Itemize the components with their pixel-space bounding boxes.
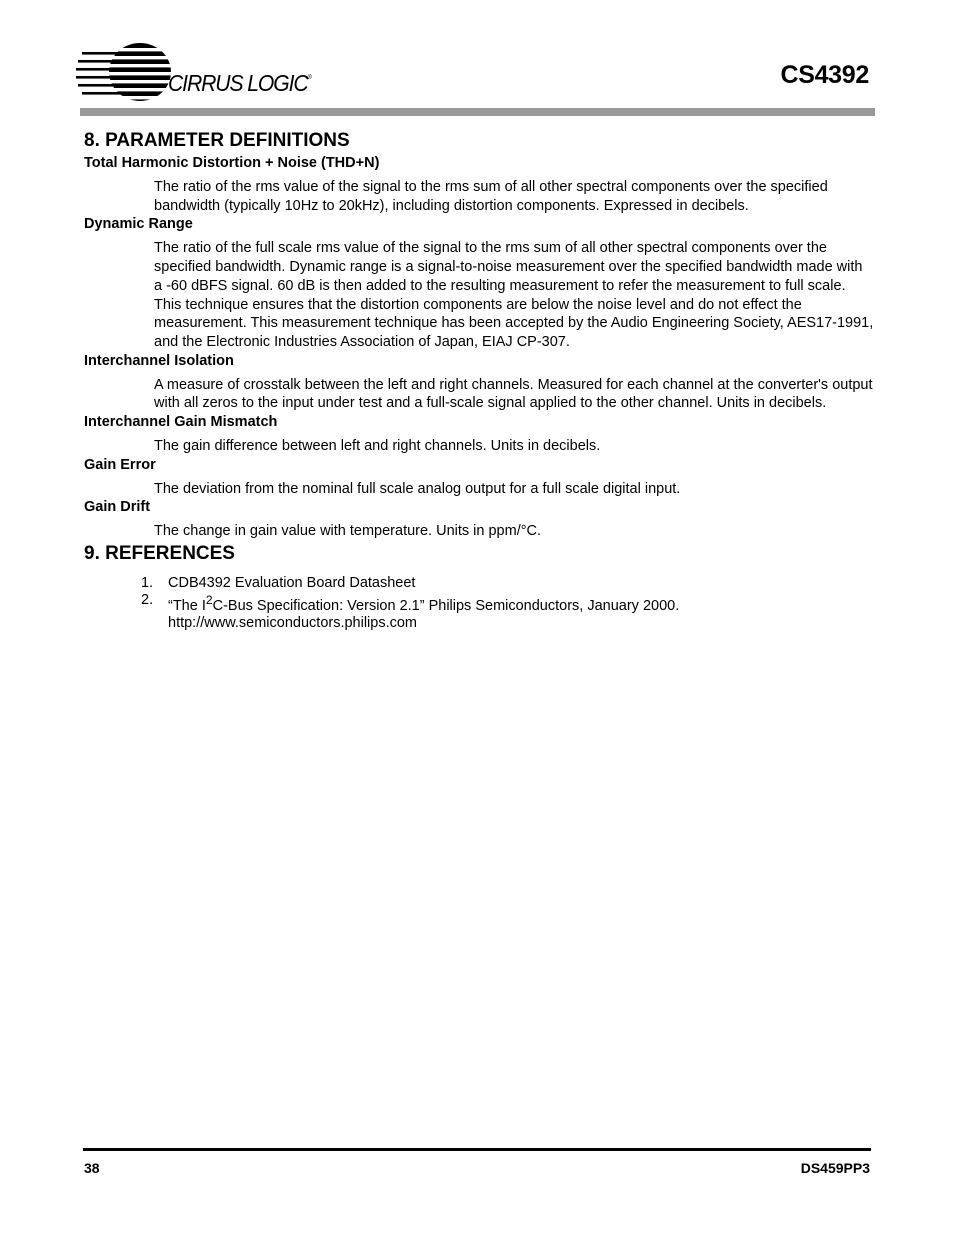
term-dynamic-range: Dynamic Range <box>84 216 193 233</box>
logo-wordmark <box>168 70 311 97</box>
definition-gain-error: The deviation from the nominal full scale analog output for a full scale digital input. <box>154 480 681 497</box>
page-number: 38 <box>84 1160 100 1176</box>
page-content <box>84 128 874 632</box>
reference-text-start: “The I <box>168 597 206 614</box>
reference-text-end: C-Bus Specification: Version 2.1” Philips Semiconductors, January 2000. <box>212 597 680 614</box>
term-thd-n: Total Harmonic Distortion + Noise (THD+N) <box>84 155 380 171</box>
reference-number: 2. <box>141 592 154 609</box>
definition-gain-drift: The change in gain value with temperature. Units in ppm/°C. <box>154 523 542 540</box>
term-interchannel-isolation: Interchannel Isolation <box>84 352 234 369</box>
reference-number: 1. <box>141 575 154 592</box>
cirrus-logic-logo <box>76 42 336 106</box>
reference-item <box>84 575 874 592</box>
header-bar <box>80 108 875 116</box>
reference-text: CDB4392 Evaluation Board Datasheet <box>168 575 416 592</box>
reference-item <box>84 592 874 632</box>
section-title-references: 9. REFERENCES <box>84 543 235 565</box>
term-interchannel-gain-mismatch: Interchannel Gain Mismatch <box>84 414 278 431</box>
part-number: CS4392 <box>780 61 869 89</box>
reference-superscript: 2 <box>205 593 213 608</box>
section-title-parameter-definitions: 8. PARAMETER DEFINITIONS <box>84 130 350 151</box>
footer-rule <box>83 1148 871 1151</box>
definition-interchannel-gain-mismatch: The gain difference between left and right channels. Units in decibels. <box>154 438 601 455</box>
cirrus-logic-swirl-icon <box>76 42 176 106</box>
definition-interchannel-isolation: A measure of crosstalk between the left and right channels. Measured for each channel at the converter's output with all zeros to the input under test and a full-scale signal applied to the other channel. Units in decibels. <box>154 376 873 412</box>
registered-mark: ® <box>307 75 311 81</box>
term-gain-drift: Gain Drift <box>84 499 151 516</box>
document-id: DS459PP3 <box>800 1160 870 1176</box>
references-list <box>84 575 874 632</box>
term-gain-error: Gain Error <box>84 456 156 473</box>
logo-text: CIRRUS LOGIC <box>168 70 308 96</box>
definition-thd-n: The ratio of the rms value of the signal to the rms sum of all other spectral components over the specified bandwidth (typically 10Hz to 20kHz), including distortion components. Expressed in decibels. <box>154 179 828 214</box>
definition-dynamic-range: The ratio of the full scale rms value of the signal to the rms sum of all other spectral components over the specified bandwidth. Dynamic range is a signal-to-noise measurement over the specified bandwidth made with a -60 dBFS signal. 60 dB is then added to the resulting measurement to refer the measurement to full scale. This technique ensures that the distortion components are below the noise level and do not effect the measurement. This measurement technique has been accepted by the Audio Engineering Society, AES17-1991, and the Electronic Industries Association of Japan, EIAJ CP-307. <box>154 240 874 350</box>
reference-url-link[interactable]: http://www.semiconductors.philips.com <box>168 614 418 631</box>
